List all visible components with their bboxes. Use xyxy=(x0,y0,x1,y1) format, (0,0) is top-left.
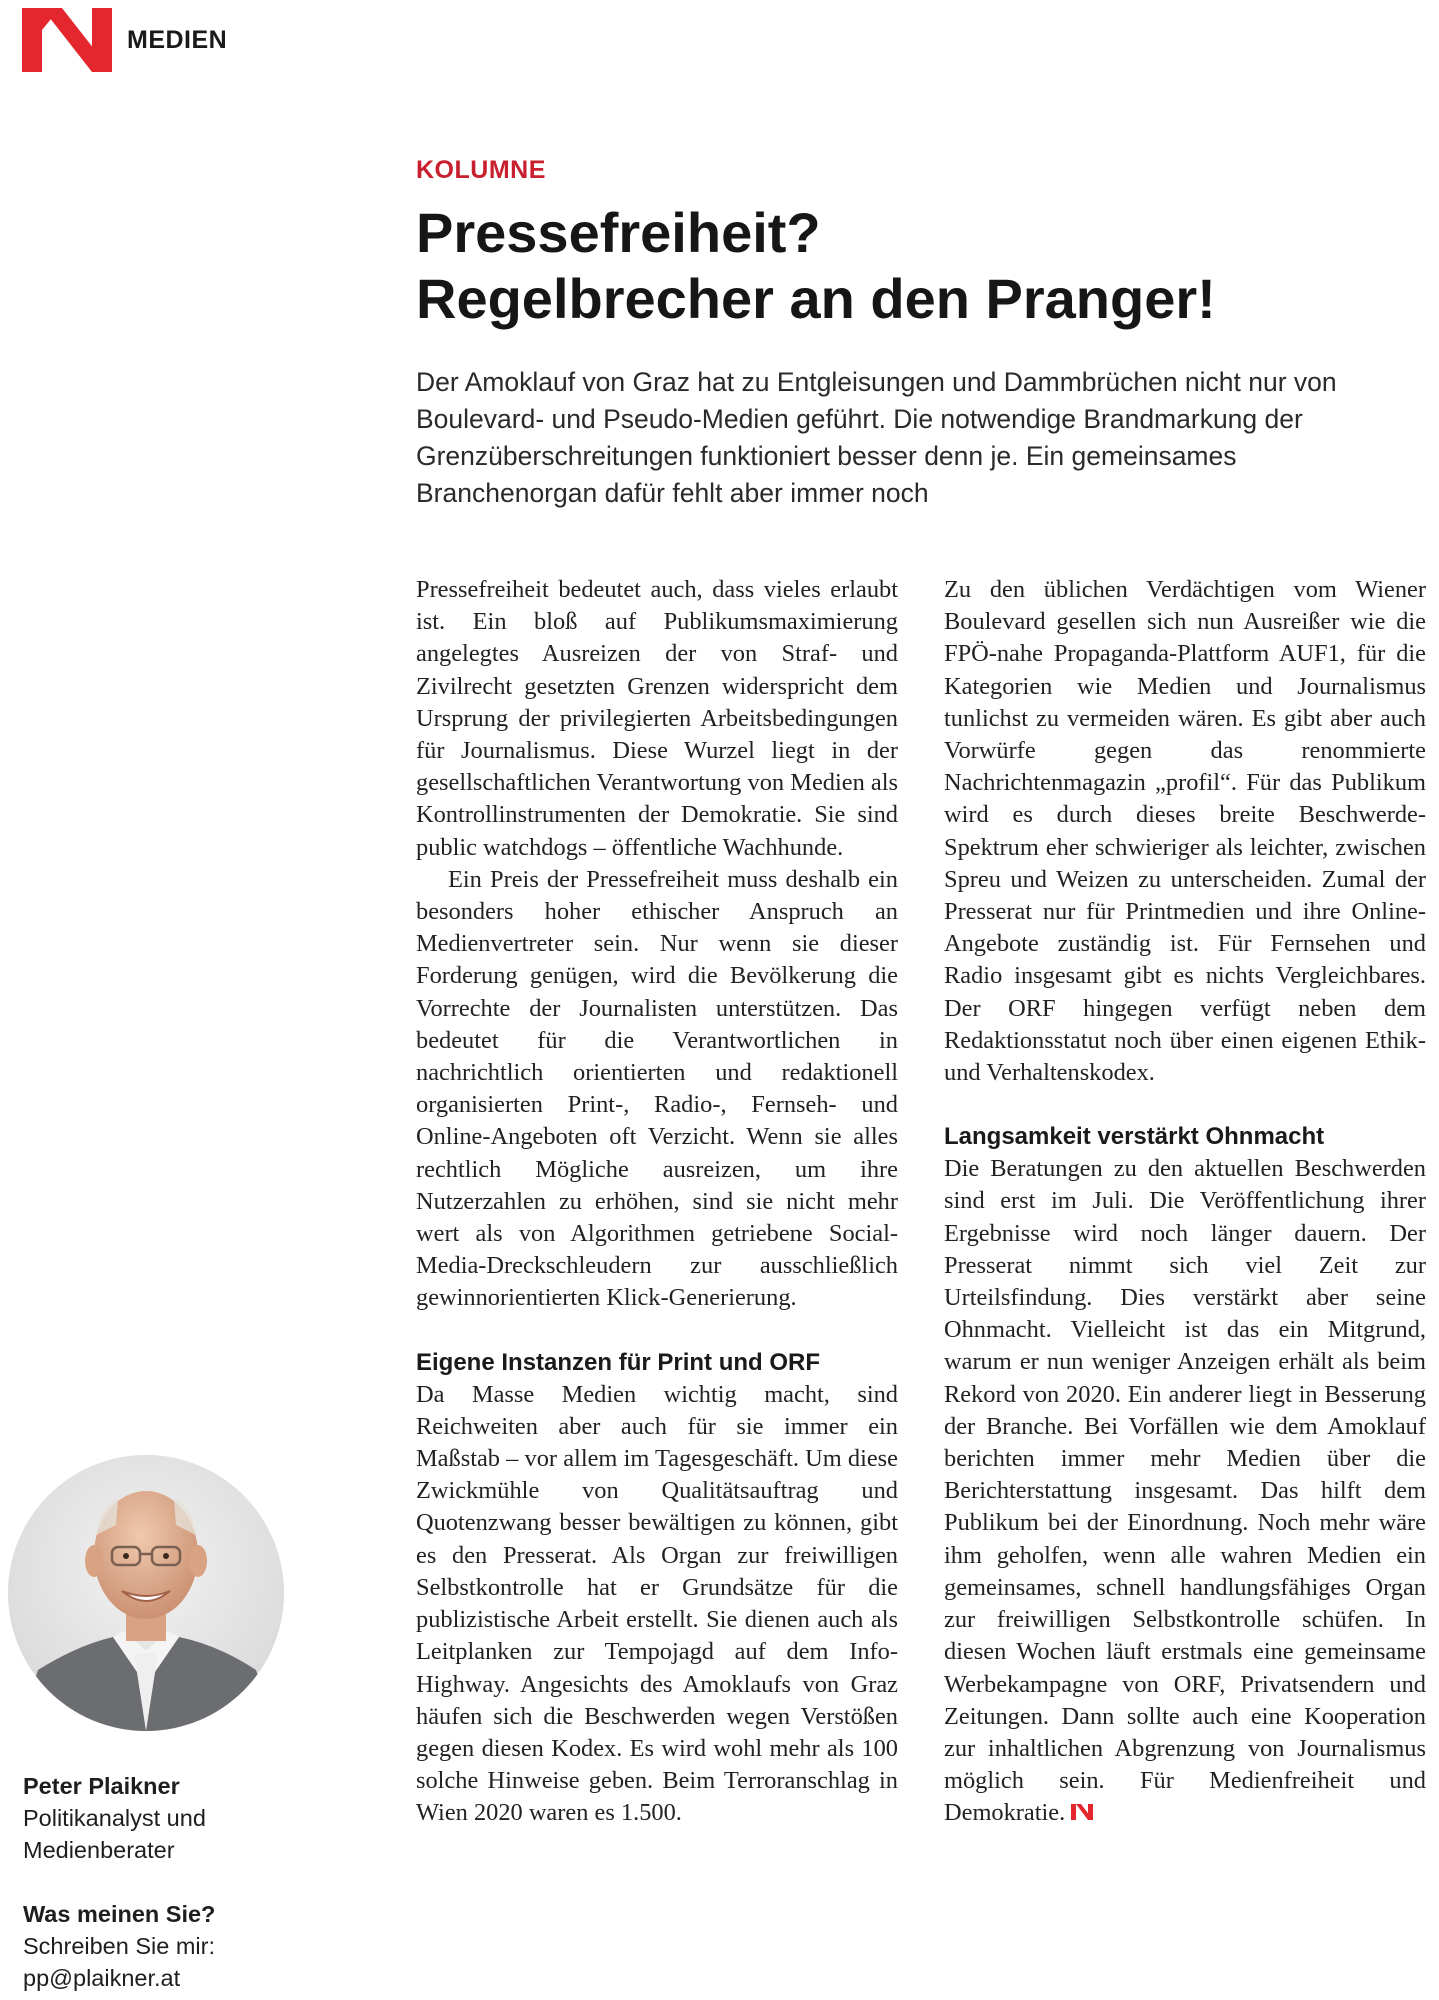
kicker: KOLUMNE xyxy=(416,156,546,184)
portrait-illustration xyxy=(8,1455,284,1731)
lead-paragraph: Der Amoklauf von Graz hat zu Entgleisungen und Dammbrüchen nicht nur von Boulevard- und Pseudo-Medien geführt. Die notwendige Brandmarkung der Grenzüberschreitungen funktioniert besser denn je. Ein gemeinsames Branchenorgan dafür fehlt aber immer noch xyxy=(416,367,1337,508)
cta-text: Schreiben Sie mir: xyxy=(23,1933,215,1959)
headline-line-2: Regelbrecher an den Pranger! xyxy=(416,267,1216,330)
end-mark-icon xyxy=(1071,1804,1093,1820)
author-role: Medienberater xyxy=(23,1837,175,1863)
section-label[interactable]: MEDIEN xyxy=(127,26,228,54)
paragraph-last xyxy=(944,1153,1426,1829)
paragraph: Pressefreiheit bedeutet auch, dass vieles erlaubt ist. Ein bloß auf Publikumsmaximierung angelegtes Ausreizen der von Straf- und Zivilrecht gesetzten Grenzen widerspricht dem Ursprung der privilegierten Arbeitsbedingungen für Journalismus. Diese Wurzel liegt in der gesellschaftlichen Verantwortung von Medien als Kontrollinstrumenten der Demokratie. Sie sind public watchdogs – öffentliche Wachhunde. xyxy=(416,576,898,861)
paragraph-text: Die Beratungen zu den aktuellen Beschwerden sind erst im Juli. Die Veröffentlichung ihrer Ergebnisse wird noch länger dauern. Der Presserat nimmt sich viel Zeit zur Urteilsfindung. Dies verstärkt aber seine Ohnmacht. Vielleicht ist das ein Mitgrund, warum er nun weniger Anzeigen erhält als beim Rekord von 2020. Ein anderer liegt in Besserung der Branche. Bei Vorfällen wie dem Amoklauf berichten immer mehr Medien über die Berichterstattung insgesamt. Das hilft dem Publikum bei der Einordnung. Noch mehr wäre ihm geholfen, wenn alle wahren Medien ein gemeinsames, schnell handlungsfähiges Organ zur freiwilligen Selbstkontrolle schüfen. In diesen Wochen läuft erstmals eine gemeinsame Werbekampagne von ORF, Privatsendern und Zeitungen. Dann sollte auch eine Kooperation zur inhaltlichen Abgrenzung von Journalismus möglich sein. Für Medienfreiheit und Demokratie. xyxy=(944,1155,1426,1827)
subheading: Eigene Instanzen für Print und ORF xyxy=(416,1348,821,1376)
author-portrait xyxy=(8,1455,284,1731)
paragraph: Ein Preis der Pressefreiheit muss deshalb ein besonders hoher ethischer Anspruch an Medienvertreter sein. Nur wenn sie dieser Forderung genügen, wird die Bevölkerung die Vorrechte der Journalisten unterstützen. Das bedeutet für die Verantwortlichen in nachrichtlich orientierten und redaktionell organisierten Print-, Radio-, Fernseh- und Online-Angeboten oft Verzicht. Wenn sie alles rechtlich Mögliche ausreizen, um ihre Nutzerzahlen zu erhöhen, sind sie nicht mehr wert als von Algorithmen getriebene Social-Media-Dreckschleudern zur ausschließlich gewinnorientierten Klick-Generierung. xyxy=(416,865,898,1312)
author-role: Politikanalyst und xyxy=(23,1805,206,1831)
n-logo-icon[interactable] xyxy=(22,8,112,72)
author-box xyxy=(23,1770,283,1994)
headline-line-1: Pressefreiheit? xyxy=(416,201,821,264)
cta-title: Was meinen Sie? xyxy=(23,1901,216,1927)
paragraph: Zu den üblichen Verdächtigen vom Wiener Boulevard gesellen sich nun Ausreißer wie die FPÖ-nahe Propaganda-Plattform AUF1, für die Kategorien wie Medien und Journalismus tunlichst zu vermeiden wären. Es gibt aber auch Vorwürfe gegen das renommierte Nachrichtenmagazin „profil“. Für das Publikum wird es durch dieses breite Beschwerde-Spektrum eher schwieriger als leichter, zwischen Spreu und Weizen zu unterscheiden. Zumal der Presserat nur für Printmedien und ihre Online-Angebote zuständig ist. Für Fernsehen und Radio insgesamt gibt es nichts Vergleichbares. Der ORF hingegen verfügt neben dem Redaktionsstatut noch über einen eigenen Ethik- und Verhaltenskodex. xyxy=(944,576,1426,1087)
author-name: Peter Plaikner xyxy=(23,1773,180,1799)
author-email-link[interactable]: pp@plaikner.at xyxy=(23,1965,181,1991)
subheading: Langsamkeit verstärkt Ohnmacht xyxy=(944,1123,1325,1151)
headline xyxy=(416,200,1376,332)
article-column-2 xyxy=(944,574,1426,1830)
paragraph: Da Masse Medien wichtig macht, sind Reichweiten aber auch für sie immer ein Maßstab – vor allem im Tagesgeschäft. Um diese Zwickmühle von Qualitätsauftrag und Quotenzwang besser bewältigen zu können, gibt es den Presserat. Als Organ zur freiwilligen Selbstkontrolle hat er Grundsätze für die publizistische Arbeit erstellt. Sie dienen auch als Leitplanken zur Tempojagd auf dem Info-Highway. Angesichts des Amoklaufs von Graz häufen sich die Beschwerden wegen Verstößen gegen diesen Kodex. Es wird wohl mehr als 100 solche Hinweise geben. Beim Terroranschlag in Wien 2020 waren es 1.500. xyxy=(416,1380,898,1827)
article-column-1 xyxy=(416,574,898,1830)
